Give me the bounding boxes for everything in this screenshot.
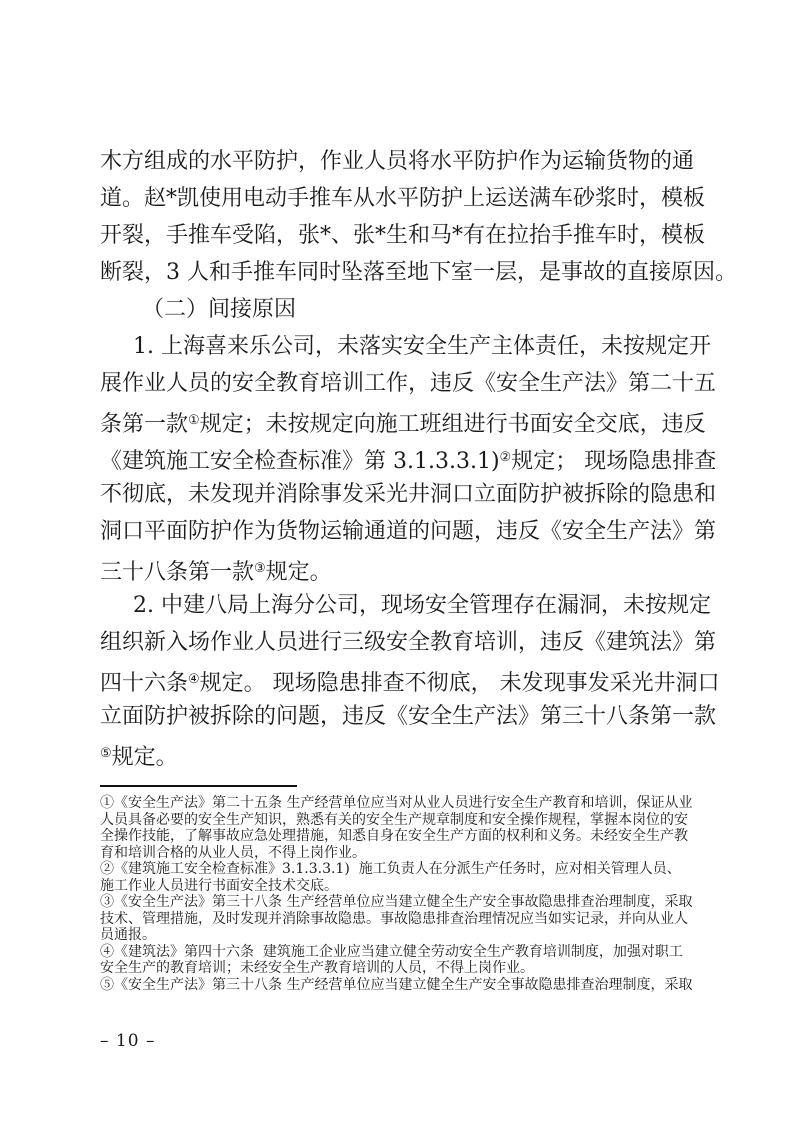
page-number: – 10 – [100, 1031, 156, 1051]
footnote-line: 员通报。 [100, 927, 156, 943]
footnote-line: 全操作技能，了解事故应急处理措施，知悉自身在安全生产方面的权利和义务。未经安全生产教 [100, 828, 688, 844]
body-line: 木方组成的水平防护，作业人员将水平防护作为运输货物的通 [100, 149, 695, 174]
body-line: 2. 中建八局上海分公司，现场安全管理存在漏洞，未按规定 [133, 593, 711, 618]
footnote-line: ①《安全生产法》第二十五条 生产经营单位应当对从业人员进行安全生产教育和培训，保证从业 [100, 795, 693, 811]
footnote-item-5 [100, 977, 710, 994]
footnote-item-3 [100, 894, 710, 944]
footnote-line: ④《建筑法》第四十六条 建筑施工企业应当建立健全劳动安全生产教育培训制度，加强对职工 [100, 943, 683, 960]
body-line: 不彻底，未发现并消除事发采光井洞口立面防护被拆除的隐患和 [100, 482, 717, 507]
paragraph-company-1 [100, 328, 717, 587]
body-line: 四十六条④规定。 现场隐患排查不彻底， 未发现事发采光井洞口 [100, 671, 720, 696]
paragraph-company-2 [100, 587, 720, 772]
footnote-line: 安全生产的教育培训；未经安全生产教育培训的人员，不得上岗作业。 [100, 960, 534, 976]
footnotes-block [100, 795, 710, 993]
section-heading-indirect-cause [100, 291, 700, 328]
footnote-separator [100, 785, 297, 787]
section-heading: （二）间接原因 [142, 297, 297, 322]
footnote-ref-marker: ③ [254, 561, 266, 576]
footnote-item-2 [100, 861, 710, 894]
footnote-line: ⑤《安全生产法》第三十八条 生产经营单位应当建立健全生产安全事故隐患排查治理制度，采取 [100, 976, 693, 993]
body-line: 1. 上海喜来乐公司，未落实安全生产主体责任，未按规定开 [133, 334, 711, 359]
body-line: 三十八条第一款③规定。 [100, 560, 332, 585]
body-line: 条第一款①规定；未按规定向施工班组进行书面安全交底，违反 [100, 412, 706, 437]
footnote-line: 施工作业人员进行书面安全技术交底。 [100, 877, 338, 894]
footnote-line: 技术、管理措施，及时发现并消除事故隐患。事故隐患排查治理情况应当如实记录，并向从业人 [100, 910, 688, 927]
footnote-line: ③《安全生产法》第三十八条 生产经营单位应当建立健全生产安全事故隐患排查治理制度，采取 [100, 894, 693, 910]
footnote-ref-marker: ⑤ [100, 746, 112, 761]
footnote-item-1 [100, 795, 710, 861]
footnote-ref-marker: ① [188, 413, 200, 428]
body-line: 断裂，3 人和手推车同时坠落至地下室一层，是事故的直接原因。 [100, 260, 737, 285]
footnote-item-4 [100, 944, 710, 977]
footnote-line: 人员具备必要的安全生产知识，熟悉有关的安全生产规章制度和安全操作规程，掌握本岗位的安 [100, 811, 688, 828]
body-line: 道。赵*凯使用电动手推车从水平防护上运送满车砂浆时，模板 [100, 186, 706, 211]
body-line: ⑤规定。 [100, 745, 178, 770]
footnote-ref-marker: ② [499, 450, 512, 465]
body-text-block [100, 143, 737, 772]
body-line: 《建筑施工安全检查标准》第 3.1.3.3.1)②规定； 现场隐患排查 [100, 449, 717, 474]
paragraph-direct-cause [100, 143, 737, 291]
footnote-line: ②《建筑施工安全检查标准》3.1.3.3.1) 施工负责人在分派生产任务时，应对相关管理人员、 [100, 861, 681, 877]
body-line: 洞口平面防护作为货物运输通道的问题，违反《安全生产法》第 [100, 519, 717, 544]
body-line: 展作业人员的安全教育培训工作，违反《安全生产法》第二十五 [100, 371, 717, 396]
body-line: 组织新入场作业人员进行三级安全教育培训，违反《建筑法》第 [100, 630, 717, 655]
body-line: 立面防护被拆除的问题，违反《安全生产法》第三十八条第一款 [100, 704, 717, 729]
footnote-ref-marker: ④ [188, 672, 200, 687]
body-line: 开裂，手推车受陷，张*、张*生和马*有在拉抬手推车时，模板 [100, 223, 706, 248]
footnote-line: 育和培训合格的从业人员，不得上岗作业。 [100, 844, 366, 861]
